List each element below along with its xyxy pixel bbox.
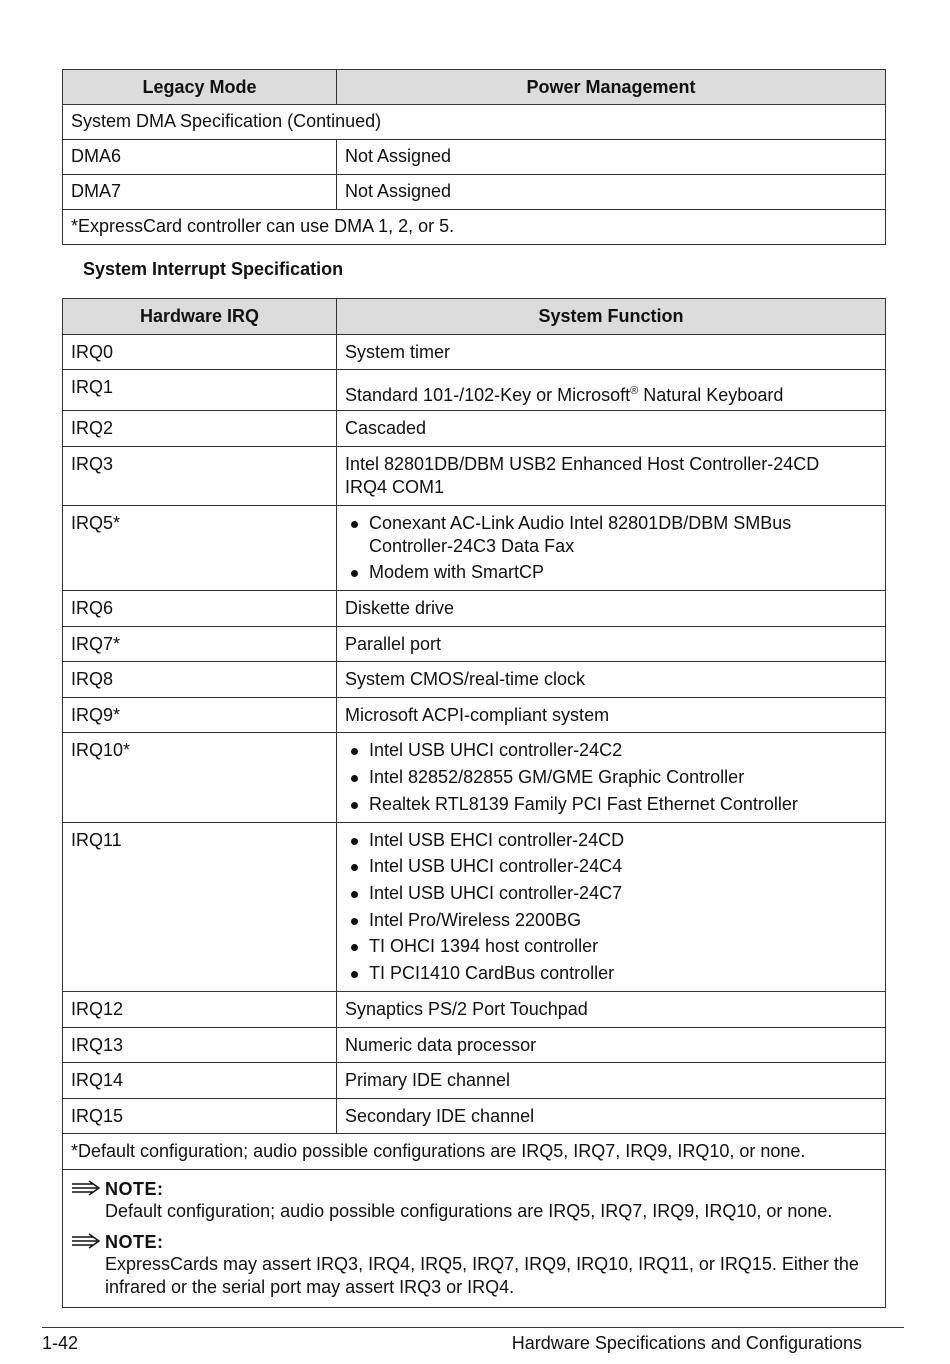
table-row — [63, 1027, 886, 1063]
bullet-icon — [351, 838, 358, 845]
list-item — [345, 829, 877, 852]
function-list — [345, 512, 877, 585]
dma-channel-cell: DMA6 — [63, 140, 337, 175]
system-function-cell: Cascaded — [337, 411, 886, 447]
irq-cell: IRQ12 — [63, 992, 337, 1028]
system-function-cell — [337, 822, 886, 991]
irq-cell: IRQ10* — [63, 733, 337, 822]
list-item-text: Intel USB UHCI controller-24C7 — [369, 882, 623, 903]
table-row — [63, 662, 886, 698]
irq-table-body — [63, 334, 886, 1134]
list-item-text: Intel USB UHCI controller-24C4 — [369, 856, 623, 877]
list-item — [345, 962, 877, 985]
table-row — [63, 733, 886, 822]
note-label: NOTE: — [105, 1231, 164, 1252]
system-function-cell: Secondary IDE channel — [337, 1098, 886, 1134]
table-row — [63, 411, 886, 447]
bullet-icon — [351, 748, 358, 755]
list-item-text: Intel USB EHCI controller-24CD — [369, 829, 625, 850]
irq-cell: IRQ14 — [63, 1063, 337, 1099]
irq-cell: IRQ1 — [63, 370, 337, 411]
chapter-title: Hardware Specifications and Configurations — [511, 1333, 862, 1353]
bullet-icon — [351, 944, 358, 951]
table-section-label: System DMA Specification (Continued) — [63, 105, 886, 140]
table-row — [63, 1098, 886, 1134]
system-function-cell: System CMOS/real-time clock — [337, 662, 886, 698]
function-line: Intel 82801DB/DBM USB2 Enhanced Host Controller-24CD — [345, 453, 820, 474]
table-footnote: *ExpressCard controller can use DMA 1, 2, or 5. — [63, 210, 886, 245]
irq-cell: IRQ8 — [63, 662, 337, 698]
notes-cell — [63, 1169, 886, 1307]
note-block — [71, 1178, 877, 1223]
list-item-text: TI PCI1410 CardBus controller — [369, 963, 615, 983]
table-row — [63, 1063, 886, 1099]
irq-cell: IRQ2 — [63, 411, 337, 447]
irq-cell: IRQ3 — [63, 446, 337, 505]
table-row — [63, 992, 886, 1028]
irq-table — [62, 298, 886, 1308]
table-header-row — [63, 299, 886, 335]
function-text: Standard 101-/102-Key or Microsoft — [345, 385, 631, 405]
section-title: System Interrupt Specification — [83, 259, 344, 279]
table-row — [63, 140, 886, 175]
list-item-text: Intel USB UHCI controller-24C2 — [369, 740, 623, 761]
note-block — [71, 1231, 877, 1299]
list-item — [345, 935, 877, 958]
column-header: Power Management — [337, 70, 886, 105]
irq-cell: IRQ0 — [63, 334, 337, 370]
system-function-cell — [337, 505, 886, 591]
dma-table — [62, 69, 886, 245]
bullet-icon — [351, 891, 358, 898]
list-item-text: Modem with SmartCP — [369, 562, 545, 583]
irq-cell: IRQ5* — [63, 505, 337, 591]
bullet-icon — [351, 775, 358, 782]
dma-assignment-cell: Not Assigned — [337, 175, 886, 210]
function-text: Natural Keyboard — [638, 385, 784, 405]
table-footnote-row — [63, 1134, 886, 1170]
list-item — [345, 882, 877, 905]
system-function-cell: Synaptics PS/2 Port Touchpad — [337, 992, 886, 1028]
note-text: Default configuration; audio possible configurations are IRQ5, IRQ7, IRQ9, IRQ10, or none. — [105, 1200, 833, 1221]
irq-cell: IRQ6 — [63, 591, 337, 627]
list-item-text: Realtek RTL8139 Family PCI Fast Ethernet Controller — [369, 793, 798, 814]
bullet-icon — [351, 864, 358, 871]
table-row — [63, 626, 886, 662]
table-row — [63, 505, 886, 591]
bullet-icon — [351, 521, 358, 528]
table-row — [63, 446, 886, 505]
table-row — [63, 175, 886, 210]
list-item-text: Intel Pro/Wireless 2200BG — [369, 909, 582, 930]
function-list — [345, 829, 877, 985]
note-arrow-icon — [71, 1180, 103, 1196]
system-function-cell: Primary IDE channel — [337, 1063, 886, 1099]
bullet-icon — [351, 570, 358, 577]
page-number: 1-42 — [42, 1333, 79, 1353]
column-header: Legacy Mode — [63, 70, 337, 105]
list-item — [345, 909, 877, 932]
footer-divider — [42, 1327, 904, 1328]
system-function-cell — [337, 370, 886, 411]
table-row — [63, 334, 886, 370]
function-line: IRQ4 COM1 — [345, 476, 445, 497]
notes-row — [63, 1169, 886, 1307]
bullet-icon — [351, 971, 358, 978]
column-header: Hardware IRQ — [63, 299, 337, 335]
bullet-icon — [351, 802, 358, 809]
note-arrow-icon — [71, 1233, 103, 1249]
table-footnote: *Default configuration; audio possible configurations are IRQ5, IRQ7, IRQ9, IRQ10, or none. — [63, 1134, 886, 1170]
system-function-cell: Diskette drive — [337, 591, 886, 627]
dma-channel-cell: DMA7 — [63, 175, 337, 210]
note-label: NOTE: — [105, 1178, 164, 1199]
system-function-cell: System timer — [337, 334, 886, 370]
table-header-row — [63, 70, 886, 105]
function-list — [345, 739, 877, 815]
list-item — [345, 766, 877, 789]
table-footnote-row — [63, 210, 886, 245]
column-header: System Function — [337, 299, 886, 335]
list-item — [345, 561, 877, 584]
irq-cell: IRQ11 — [63, 822, 337, 991]
table-section-row — [63, 105, 886, 140]
system-function-cell — [337, 446, 886, 505]
system-function-cell — [337, 733, 886, 822]
list-item — [345, 739, 877, 762]
dma-assignment-cell: Not Assigned — [337, 140, 886, 175]
list-item — [345, 512, 877, 558]
table-row — [63, 591, 886, 627]
system-function-cell: Numeric data processor — [337, 1027, 886, 1063]
list-item-text: Intel 82852/82855 GM/GME Graphic Controller — [369, 766, 745, 787]
list-item — [345, 793, 877, 816]
irq-cell: IRQ15 — [63, 1098, 337, 1134]
registered-mark: ® — [630, 385, 639, 397]
list-item-text: Conexant AC-Link Audio Intel 82801DB/DBM SMBus Controller-24C3 Data Fax — [369, 512, 792, 556]
table-row — [63, 822, 886, 991]
irq-cell: IRQ13 — [63, 1027, 337, 1063]
system-function-cell: Parallel port — [337, 626, 886, 662]
bullet-icon — [351, 918, 358, 925]
irq-cell: IRQ7* — [63, 626, 337, 662]
list-item-text: TI OHCI 1394 host controller — [369, 936, 599, 957]
table-row — [63, 370, 886, 411]
system-function-cell: Microsoft ACPI-compliant system — [337, 697, 886, 733]
note-text: ExpressCards may assert IRQ3, IRQ4, IRQ5, IRQ7, IRQ9, IRQ10, IRQ11, or IRQ15. Either the infrared or the serial port may assert IRQ3 or IRQ4. — [105, 1253, 859, 1297]
list-item — [345, 855, 877, 878]
irq-cell: IRQ9* — [63, 697, 337, 733]
table-row — [63, 697, 886, 733]
